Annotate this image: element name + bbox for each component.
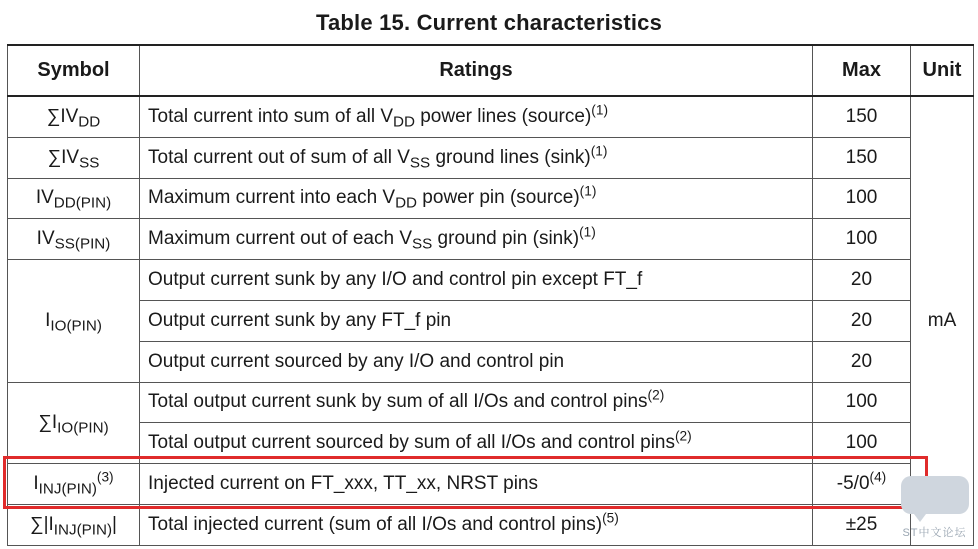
- chat-bubble-tail: [911, 510, 929, 522]
- symbol-cell: $\sum IV_{SS}$: [8, 137, 140, 178]
- current-characteristics-table: [7, 44, 974, 546]
- max-cell: 100: [813, 178, 911, 219]
- rating-cell: Injected current on FT_xxx, TT_xx, NRST pins: [140, 464, 813, 505]
- table-row: [8, 260, 974, 301]
- table-row: [8, 178, 974, 219]
- symbol-cell: $I_{IO(PIN)}$: [8, 260, 140, 382]
- max-cell: 100: [813, 423, 911, 464]
- rating-cell: Total current out of sum of all $V_{SS}$ ground lines $(\sin k)^{(1)}$: [140, 137, 813, 178]
- rating-cell: Output current sunk by any I/O and control pin except FT_f: [140, 260, 813, 301]
- rating-cell: Output current sourced by any I/O and control pin: [140, 341, 813, 382]
- forum-watermark: [897, 476, 972, 546]
- symbol-cell: $IV_{DD(PIN)}$: [8, 178, 140, 219]
- header-unit: Unit: [911, 45, 974, 96]
- max-cell: 100: [813, 382, 911, 423]
- header-ratings: Ratings: [140, 45, 813, 96]
- table-row: [8, 504, 974, 545]
- table-row: [8, 382, 974, 423]
- max-cell: 150: [813, 137, 911, 178]
- rating-cell: Total output current sourced by sum of all I/Os and control pins$^{(2)}$: [140, 423, 813, 464]
- table-row: [8, 137, 974, 178]
- table-row: [8, 219, 974, 260]
- max-cell: 20: [813, 300, 911, 341]
- table-row: [8, 341, 974, 382]
- rating-cell: Total current into sum of all $V_{DD}$ power lines (source)$^{(1)}$: [140, 96, 813, 137]
- max-cell: -5/0$^{(4)}$: [813, 464, 911, 505]
- rating-cell: Total output current sunk by sum of all I/Os and control pins$^{(2)}$: [140, 382, 813, 423]
- symbol-cell: $\sum IV_{DD}$: [8, 96, 140, 137]
- max-cell: 100: [813, 219, 911, 260]
- max-cell: 150: [813, 96, 911, 137]
- table-title: Table 15. Current characteristics: [315, 10, 663, 35]
- watermark-label: ST中文论坛: [902, 527, 967, 539]
- symbol-cell: $\sum|I_{INJ(PIN)}|$: [8, 504, 140, 545]
- table-row: [8, 96, 974, 137]
- header-max: Max: [813, 45, 911, 96]
- max-cell: 20: [813, 341, 911, 382]
- header-symbol: Symbol: [8, 45, 140, 96]
- rating-cell: Total injected current (sum of all I/Os and control pins)$^{(5)}$: [140, 504, 813, 545]
- chat-bubble-icon: [901, 476, 969, 514]
- rating-cell: Maximum current into each $V_{DD}$ power pin (source)$^{(1)}$: [140, 178, 813, 219]
- rating-cell: Output current sunk by any FT_f pin: [140, 300, 813, 341]
- rating-cell: Maximum current out of each $V_{SS}$ ground pin $(\sin k)^{(1)}$: [140, 219, 813, 260]
- symbol-cell: $\sum I_{IO(PIN)}$: [8, 382, 140, 464]
- table-row: [8, 300, 974, 341]
- symbol-cell: $I_{INJ(PIN)}^{(3)}$: [8, 464, 140, 505]
- table-row-highlighted: [8, 464, 974, 505]
- max-cell: 20: [813, 260, 911, 301]
- table-row: [8, 423, 974, 464]
- unit-cell: mA: [911, 96, 974, 545]
- header-row: [8, 45, 974, 96]
- symbol-cell: $IV_{SS(PIN)}$: [8, 219, 140, 260]
- max-cell: ±25: [813, 504, 911, 545]
